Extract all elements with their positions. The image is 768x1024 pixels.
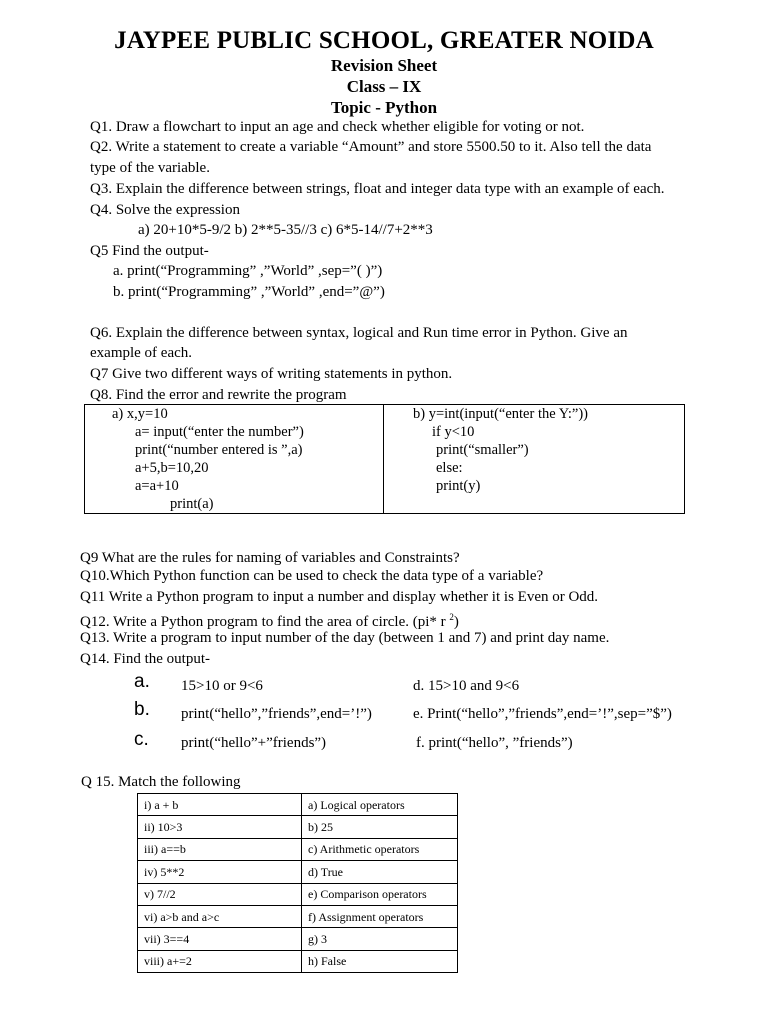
question-9: Q9 What are the rules for naming of variables and Constraints? bbox=[80, 550, 460, 566]
question-15: Q 15. Match the following bbox=[81, 774, 241, 790]
match-left-cell: iii) a==b bbox=[138, 838, 302, 860]
match-right-cell: b) 25 bbox=[302, 816, 458, 838]
question-2-cont: type of the variable. bbox=[90, 160, 210, 176]
table-row bbox=[138, 816, 458, 838]
match-left-cell: vii) 3==4 bbox=[138, 928, 302, 950]
q14-item-f: f. print(“hello”, ”friends”) bbox=[416, 735, 573, 751]
question-5-b: b. print(“Programming” ,”World” ,end=”@”) bbox=[113, 284, 385, 300]
question-6-cont: example of each. bbox=[90, 345, 193, 361]
question-10: Q10.Which Python function can be used to check the data type of a variable? bbox=[80, 568, 544, 584]
question-12-text: Q12. Write a Python program to find the area of circle. (pi* r bbox=[80, 614, 450, 630]
code-b-line: if y<10 bbox=[432, 424, 475, 440]
question-2: Q2. Write a statement to create a variable “Amount” and store 5500.50 to it. Also tell the data bbox=[90, 139, 652, 155]
code-a-line: a+5,b=10,20 bbox=[135, 460, 209, 476]
code-b-line: b) y=int(input(“enter the Y:”)) bbox=[413, 406, 589, 422]
code-a-line: a= input(“enter the number”) bbox=[135, 424, 304, 440]
code-a-line: a=a+10 bbox=[135, 478, 179, 494]
match-left-cell: vi) a>b and a>c bbox=[138, 905, 302, 927]
code-b-line: else: bbox=[436, 460, 463, 476]
class-label: Class – IX bbox=[346, 77, 422, 96]
question-12-end: ) bbox=[453, 614, 459, 630]
question-14: Q14. Find the output- bbox=[80, 651, 210, 667]
match-left-cell: iv) 5**2 bbox=[138, 861, 302, 883]
question-5-a: a. print(“Programming” ,”World” ,sep=”( )”) bbox=[113, 263, 383, 279]
match-left-cell: i) a + b bbox=[138, 794, 302, 816]
match-right-cell: d) True bbox=[302, 861, 458, 883]
sheet-title: Revision Sheet bbox=[330, 56, 438, 75]
question-1: Q1. Draw a flowchart to input an age and check whether eligible for voting or not. bbox=[90, 119, 585, 135]
question-7: Q7 Give two different ways of writing statements in python. bbox=[90, 366, 453, 382]
match-right-cell: c) Arithmetic operators bbox=[302, 838, 458, 860]
table-row bbox=[138, 928, 458, 950]
table-row bbox=[138, 838, 458, 860]
code-a-line: print(“number entered is ”,a) bbox=[135, 442, 303, 458]
code-a-line: a) x,y=10 bbox=[112, 406, 168, 422]
q14-label-a: a. bbox=[134, 671, 150, 692]
question-13: Q13. Write a program to input number of the day (between 1 and 7) and print day name. bbox=[80, 630, 610, 646]
code-b-line: print(“smaller”) bbox=[436, 442, 529, 458]
question-6: Q6. Explain the difference between syntax, logical and Run time error in Python. Give an bbox=[90, 325, 628, 341]
code-b-line: print(y) bbox=[436, 478, 481, 494]
q14-item-e: e. Print(“hello”,”friends”,end=’!”,sep=”$”) bbox=[413, 706, 672, 722]
match-right-cell: e) Comparison operators bbox=[302, 883, 458, 905]
code-a-line: print(a) bbox=[170, 496, 214, 512]
question-4-expressions: a) 20+10*5-9/2 b) 2**5-35//3 c) 6*5-14//7+2**3 bbox=[138, 222, 433, 238]
q14-label-c: c. bbox=[134, 729, 149, 750]
table-row bbox=[138, 861, 458, 883]
question-11: Q11 Write a Python program to input a number and display whether it is Even or Odd. bbox=[80, 589, 599, 605]
table-row bbox=[138, 883, 458, 905]
table-row bbox=[138, 794, 458, 816]
match-right-cell: h) False bbox=[302, 950, 458, 972]
question-8: Q8. Find the error and rewrite the program bbox=[90, 387, 347, 403]
school-name: JAYPEE PUBLIC SCHOOL, GREATER NOIDA bbox=[114, 27, 654, 54]
match-left-cell: ii) 10>3 bbox=[138, 816, 302, 838]
q14-label-b: b. bbox=[134, 699, 150, 720]
question-5: Q5 Find the output- bbox=[90, 243, 209, 259]
match-left-cell: viii) a+=2 bbox=[138, 950, 302, 972]
q8-divider bbox=[383, 404, 384, 514]
match-right-cell: f) Assignment operators bbox=[302, 905, 458, 927]
table-row bbox=[138, 950, 458, 972]
match-right-cell: a) Logical operators bbox=[302, 794, 458, 816]
question-4: Q4. Solve the expression bbox=[90, 202, 240, 218]
question-3: Q3. Explain the difference between strings, float and integer data type with an example of each. bbox=[90, 181, 665, 197]
match-left-cell: v) 7//2 bbox=[138, 883, 302, 905]
q14-item-d: d. 15>10 and 9<6 bbox=[413, 678, 520, 694]
q14-item-c: print(“hello”+”friends”) bbox=[181, 735, 327, 751]
table-row bbox=[138, 905, 458, 927]
match-table bbox=[137, 793, 458, 973]
square-superscript: 2 bbox=[449, 612, 454, 622]
q14-item-b: print(“hello”,”friends”,end=’!”) bbox=[181, 706, 372, 722]
match-right-cell: g) 3 bbox=[302, 928, 458, 950]
topic-label: Topic - Python bbox=[330, 98, 438, 117]
q14-item-a: 15>10 or 9<6 bbox=[181, 678, 263, 694]
